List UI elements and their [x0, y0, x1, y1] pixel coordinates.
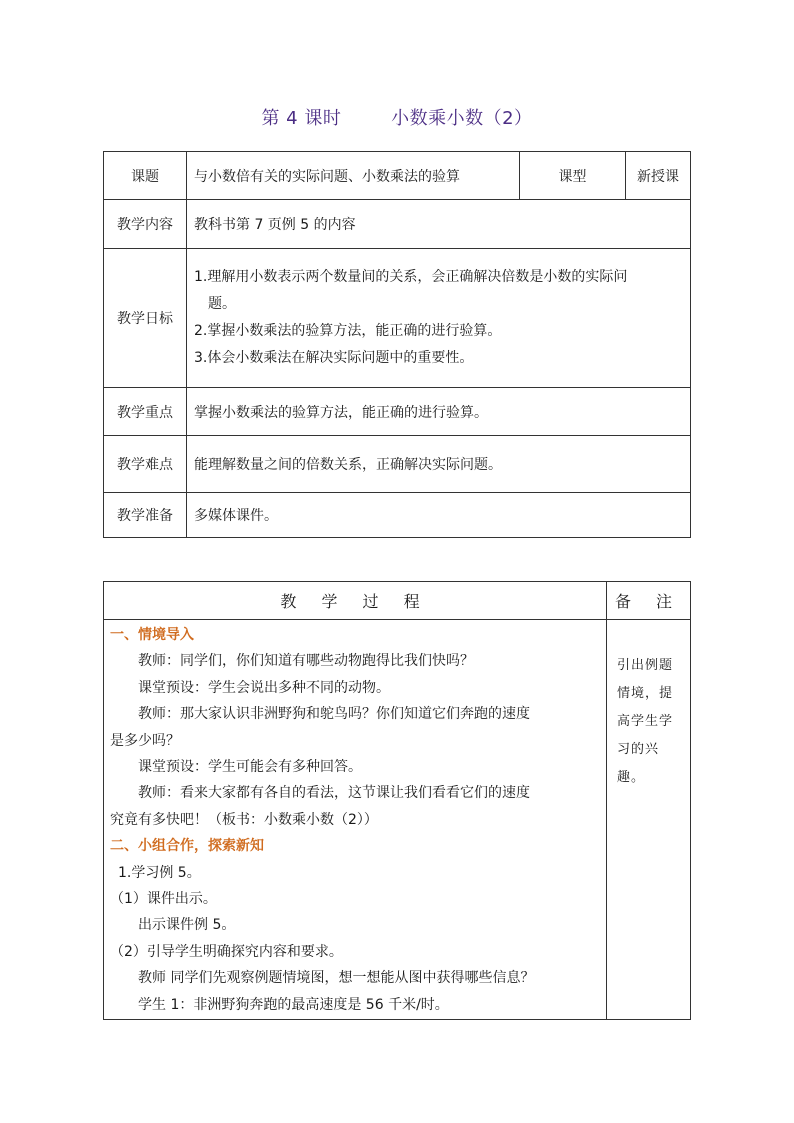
key-row [104, 388, 691, 436]
goal-item-1: 1.理解用小数表示两个数量间的关系，会正确解决倍数是小数的实际问 [194, 269, 628, 285]
process-line: 学生 1：非洲野狗奔跑的最高速度是 56 千米/时。 [138, 996, 449, 1013]
content-label: 教学内容 [104, 200, 187, 249]
prep-row [104, 493, 691, 538]
process-line: （1）课件出示。 [110, 891, 217, 908]
goal-item-3: 3.体会小数乘法在解决实际问题中的重要性。 [194, 350, 474, 366]
process-line: 课堂预设：学生会说出多种不同的动物。 [138, 679, 390, 696]
topic-label: 课题 [104, 152, 187, 200]
process-line: 出示课件例 5。 [138, 917, 236, 934]
goal-row [104, 249, 691, 388]
lesson-title: 第 4 课时 小数乘小数（2） [261, 108, 533, 129]
key-value: 掌握小数乘法的验算方法，能正确的进行验算。 [187, 388, 691, 436]
goal-list [187, 249, 691, 388]
remark-content [607, 620, 691, 1020]
process-body-row [104, 620, 691, 1020]
remark-line: 引出例题 [617, 658, 674, 673]
content-row [104, 200, 691, 249]
topic-row [104, 152, 691, 200]
difficulty-row [104, 436, 691, 493]
lesson-info-table [103, 151, 691, 538]
goal-item-2: 2.掌握小数乘法的验算方法，能正确的进行验算。 [194, 323, 502, 339]
process-line: 究竟有多快吧！（板书：小数乘小数（2）） [110, 811, 378, 828]
process-line: 教师：看来大家都有各自的看法，这节课让我们看看它们的速度 [138, 785, 530, 802]
process-header-row [104, 582, 691, 620]
difficulty-value: 能理解数量之间的倍数关系，正确解决实际问题。 [187, 436, 691, 493]
process-line: 教师：同学们，你们知道有哪些动物跑得比我们快吗？ [138, 653, 474, 670]
content-value: 教科书第 7 页例 5 的内容 [187, 200, 691, 249]
section-1-heading: 一、情境导入 [110, 627, 194, 643]
topic-value: 与小数倍有关的实际问题、小数乘法的验算 [187, 152, 520, 200]
goal-item-1-cont: 题。 [208, 296, 236, 312]
process-line: 教师 同学们先观察例题情境图，想一想能从图中获得哪些信息？ [138, 970, 535, 987]
difficulty-label: 教学难点 [104, 436, 187, 493]
process-header: 教 学 过 程 [104, 582, 607, 620]
key-label: 教学重点 [104, 388, 187, 436]
remark-header: 备 注 [607, 582, 691, 620]
process-line: 1.学习例 5。 [118, 864, 201, 881]
type-label: 课型 [520, 152, 626, 200]
process-line: 课堂预设：学生可能会有多种回答。 [138, 759, 362, 776]
section-2-heading: 二、小组合作，探索新知 [110, 838, 264, 855]
remark-line: 情境，提 [617, 686, 674, 701]
process-line: （2）引导学生明确探究内容和要求。 [110, 943, 343, 960]
type-value: 新授课 [626, 152, 691, 200]
prep-value: 多媒体课件。 [187, 493, 691, 538]
remark-line: 习的兴趣。 [617, 742, 660, 785]
teaching-process-table [103, 581, 691, 1020]
goal-label: 教学日标 [104, 249, 187, 388]
process-content [104, 620, 607, 1020]
process-line: 教师：那大家认识非洲野狗和鸵鸟吗？你们知道它们奔跑的速度 [138, 706, 530, 723]
process-line: 是多少吗？ [110, 732, 180, 749]
remark-line: 高学生学 [617, 714, 674, 729]
prep-label: 教学准备 [104, 493, 187, 538]
